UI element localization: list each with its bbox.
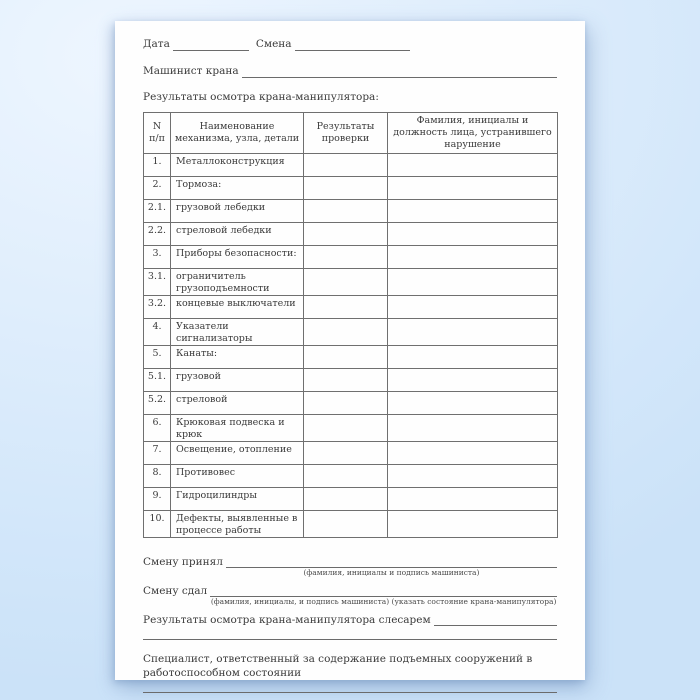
result-cell [304, 442, 388, 465]
row-name: стреловой [171, 392, 304, 415]
result-cell [304, 488, 388, 511]
row-number: 7. [144, 442, 171, 465]
violation-fixer-cell [388, 392, 558, 415]
table-row [144, 296, 558, 319]
row-name: Канаты: [171, 346, 304, 369]
row-number: 9. [144, 488, 171, 511]
result-cell [304, 269, 388, 296]
result-cell [304, 415, 388, 442]
row-number: 4. [144, 319, 171, 346]
result-cell [304, 154, 388, 177]
violation-fixer-cell [388, 154, 558, 177]
row-number: 3. [144, 246, 171, 269]
col-header-fixer: Фамилия, инициалы и должность лица, устранившего нарушение [388, 113, 558, 154]
table-row [144, 488, 558, 511]
violation-fixer-cell [388, 269, 558, 296]
row-number: 5.1. [144, 369, 171, 392]
mechanic-results-blank-line [434, 614, 557, 626]
table-row [144, 246, 558, 269]
shift-accepted-caption: (фамилия, инициалы и подпись машиниста) [303, 568, 480, 577]
row-name: Дефекты, выявленные в процессе работы [171, 511, 304, 538]
table-row [144, 346, 558, 369]
violation-fixer-cell [388, 488, 558, 511]
blank-line-specialist-1 [143, 692, 557, 693]
table-row [144, 369, 558, 392]
violation-fixer-cell [388, 511, 558, 538]
violation-fixer-cell [388, 246, 558, 269]
shift-handed-caption: (фамилия, инициалы, и подпись машиниста) (указать состояние крана-манипулятора) [210, 597, 557, 606]
row-name: Металлоконструкция [171, 154, 304, 177]
violation-fixer-cell [388, 415, 558, 442]
table-row [144, 415, 558, 442]
row-name: Крюковая подвеска и крюк [171, 415, 304, 442]
shift-label: Смена [255, 38, 292, 50]
table-row [144, 319, 558, 346]
result-cell [304, 200, 388, 223]
shift-accepted-row [143, 556, 557, 578]
row-name: Приборы безопасности: [171, 246, 304, 269]
row-number: 2.2. [144, 223, 171, 246]
table-row [144, 392, 558, 415]
row-number: 6. [144, 415, 171, 442]
inspection-table-body [144, 154, 558, 538]
row-name: грузовой лебедки [171, 200, 304, 223]
row-number: 3.2. [144, 296, 171, 319]
result-cell [304, 392, 388, 415]
row-name: Освещение, отопление [171, 442, 304, 465]
blank-line-mechanic-continued [143, 639, 557, 640]
operator-blank-line [242, 64, 557, 78]
result-cell [304, 246, 388, 269]
mechanic-results-label: Результаты осмотра крана-манипулятора слесарем [143, 614, 431, 626]
row-name: концевые выключатели [171, 296, 304, 319]
violation-fixer-cell [388, 296, 558, 319]
row-name: стреловой лебедки [171, 223, 304, 246]
row-name: грузовой [171, 369, 304, 392]
shift-accepted-blank-line [226, 556, 557, 568]
results-heading: Результаты осмотра крана-манипулятора: [143, 91, 379, 103]
violation-fixer-cell [388, 319, 558, 346]
row-name: Гидроцилиндры [171, 488, 304, 511]
date-blank-line [173, 37, 249, 51]
specialist-label: Специалист, ответственный за содержание подъемных сооружений в работоспособном состоянии [143, 653, 533, 679]
table-row [144, 223, 558, 246]
row-number: 2. [144, 177, 171, 200]
result-cell [304, 511, 388, 538]
table-row [144, 442, 558, 465]
result-cell [304, 465, 388, 488]
row-number: 2.1. [144, 200, 171, 223]
date-shift-row [143, 37, 557, 51]
table-header-row [144, 113, 558, 154]
table-row [144, 177, 558, 200]
shift-handed-label: Смену сдал [143, 585, 208, 597]
row-name: Противовес [171, 465, 304, 488]
inspection-table [143, 112, 558, 538]
col-header-name: Наименование механизма, узла, детали [171, 113, 304, 154]
violation-fixer-cell [388, 223, 558, 246]
violation-fixer-cell [388, 465, 558, 488]
shift-blank-line [295, 37, 410, 51]
result-cell [304, 177, 388, 200]
row-name: Указатели сигнализаторы [171, 319, 304, 346]
row-name: Тормоза: [171, 177, 304, 200]
row-number: 10. [144, 511, 171, 538]
table-row [144, 465, 558, 488]
violation-fixer-cell [388, 177, 558, 200]
result-cell [304, 346, 388, 369]
shift-handed-row [143, 585, 557, 607]
mechanic-results-row [143, 614, 557, 627]
date-label: Дата [143, 38, 170, 50]
row-number: 3.1. [144, 269, 171, 296]
col-header-number: N п/п [144, 113, 171, 154]
result-cell [304, 296, 388, 319]
table-row [144, 511, 558, 538]
row-name: ограничитель грузоподъемности [171, 269, 304, 296]
table-row [144, 269, 558, 296]
result-cell [304, 223, 388, 246]
row-number: 5. [144, 346, 171, 369]
shift-accepted-label: Смену принял [143, 556, 223, 568]
violation-fixer-cell [388, 442, 558, 465]
operator-row [143, 64, 557, 78]
shift-handed-blank-line [210, 585, 557, 597]
document-page [115, 21, 585, 680]
violation-fixer-cell [388, 369, 558, 392]
table-row [144, 154, 558, 177]
row-number: 1. [144, 154, 171, 177]
row-number: 5.2. [144, 392, 171, 415]
table-row [144, 200, 558, 223]
row-number: 8. [144, 465, 171, 488]
result-cell [304, 369, 388, 392]
result-cell [304, 319, 388, 346]
operator-label: Машинист крана [143, 65, 239, 77]
violation-fixer-cell [388, 200, 558, 223]
col-header-results: Результаты проверки [304, 113, 388, 154]
violation-fixer-cell [388, 346, 558, 369]
